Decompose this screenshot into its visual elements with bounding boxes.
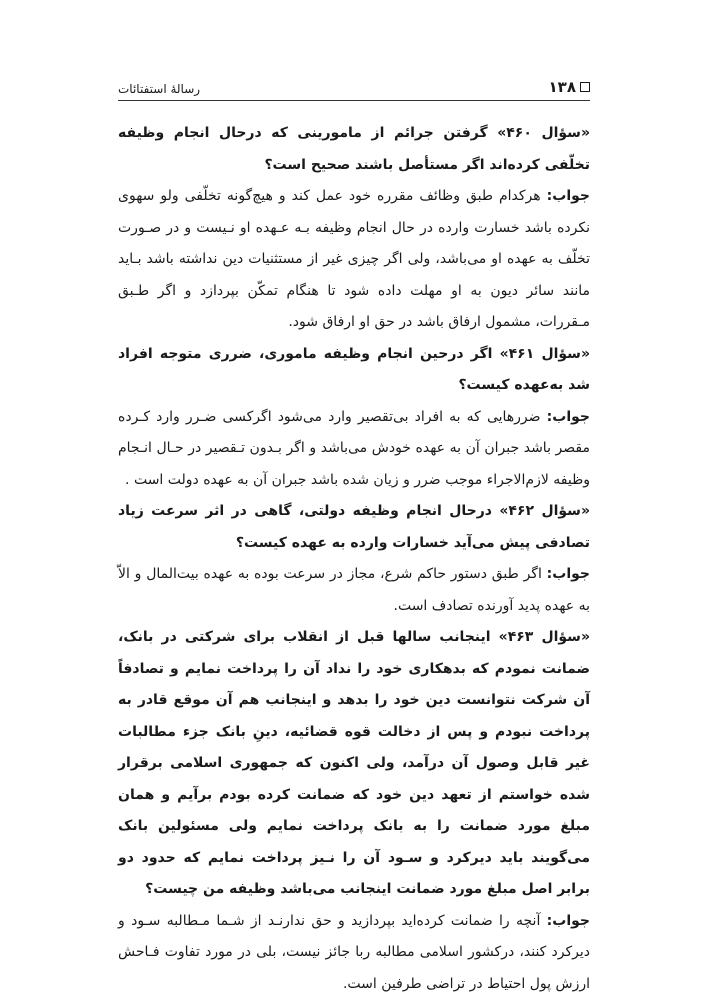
answer-label: جواب: xyxy=(547,409,590,425)
page-body xyxy=(118,118,590,1000)
answer-label: جواب: xyxy=(547,566,590,582)
question-text: «سؤال ۴۶۲» درحال انجام وظیفه دولتی، گاهی در اثر سرعت زیاد تصادفی پیش می‌آید خسارات وارده به عهده کیست؟ xyxy=(118,496,590,559)
answer-text: اگر طبق دستور حاکم شرع، مجاز در سرعت بوده به عهده بیت‌المال و الاّ به عهده پدید آورنده تصادف است. xyxy=(118,566,590,614)
page-number-text: ۱۳۸ xyxy=(549,78,576,96)
answer-label: جواب: xyxy=(547,188,590,204)
answer-text: هرکدام طبق وظائف مقرره خود عمل کند و هیچ‌گونه تخلّفی ولو سهوی نکرده باشد خسارت وارده در حال انجام وظیفه بـه عـهده او نـیست و در صـورت تخلّف به عهده او می‌باشد، ولی اگر چیزی غیر از مستثنیات دین نداشته باشد بـاید مانند سائر دیون به او مهلت داده شود تا هنگام تمکّن بپردازد و اگر طـبق مـقررات، مشمول ارفاق باشد در حق او ارفاق شود. xyxy=(118,188,590,330)
answer-paragraph xyxy=(118,559,590,622)
qa-entry xyxy=(118,622,590,1000)
answer-text: آنچه را ضمانت کرده‌اید بپردازید و حق ندارنـد از شـما مـطالبه سـود و دیرکرد کنند، درکشور اسلامی مطالبه ربا جائز نیست، بلی در مورد تفاوت فـاحش ارزش پول احتیاط در تراضی طرفین است. xyxy=(118,913,590,992)
qa-entry xyxy=(118,339,590,497)
header-divider xyxy=(118,100,590,101)
question-text: «سؤال ۴۶۱» اگر درحین انجام وظیفه ماموری، ضرری متوجه افراد شد به‌عهده کیست؟ xyxy=(118,339,590,402)
answer-label: جواب: xyxy=(547,913,590,929)
page-number xyxy=(549,78,590,96)
answer-paragraph xyxy=(118,402,590,497)
square-bullet-icon xyxy=(580,82,590,92)
question-text: «سؤال ۴۶۰» گرفتن جرائم از مامورینی که درحال انجام وظیفه تخلّفی کرده‌اند اگر مستأصل باشند صحیح است؟ xyxy=(118,118,590,181)
page-header xyxy=(118,74,590,96)
answer-text: ضررهایی که به افراد بی‌تقصیر وارد می‌شود اگرکسی ضـرر وارد کـرده مقصر باشد جبران آن به عهده خودش می‌باشد و اگر بـدون تـقصیر در حـال انـجام وظیفه لازم‌الاجراء موجب ضرر و زیان شده باشد جبران آن به عهده دولت است . xyxy=(118,409,590,488)
qa-entry xyxy=(118,496,590,622)
answer-paragraph xyxy=(118,181,590,339)
running-title: رسالهٔ استفتائات xyxy=(118,82,200,96)
question-text: «سؤال ۴۶۳» اینجانب سالها قبل از انقلاب برای شرکتی در بانک، ضمانت نمودم که بدهکاری خود را نداد آن را پرداخت نمایم و تصادفاً آن شرکت نتوانست دین خود را بدهد و اینجانب هم آن موقع قادر به پرداخت نبودم و پس از دخالت قوه قضائیه، دینِ بانک جزء مطالبات غیر قابل وصول آن درآمد، ولی اکنون که جمهوری اسلامی برقرار شده خواستم از تعهد دین خود که ضمانت کرده بودم برآیم و همان مبلغ مورد ضمانت را به بانک پرداخت نمایم ولی مسئولین بانک می‌گویند باید دیرکرد و سـود آن را نـیز پرداخت نمایم که حدود دو برابر اصل مبلغ مورد ضمانت اینجانب می‌باشد وظیفه من چیست؟ xyxy=(118,622,590,906)
qa-entry xyxy=(118,118,590,339)
answer-paragraph xyxy=(118,906,590,1000)
